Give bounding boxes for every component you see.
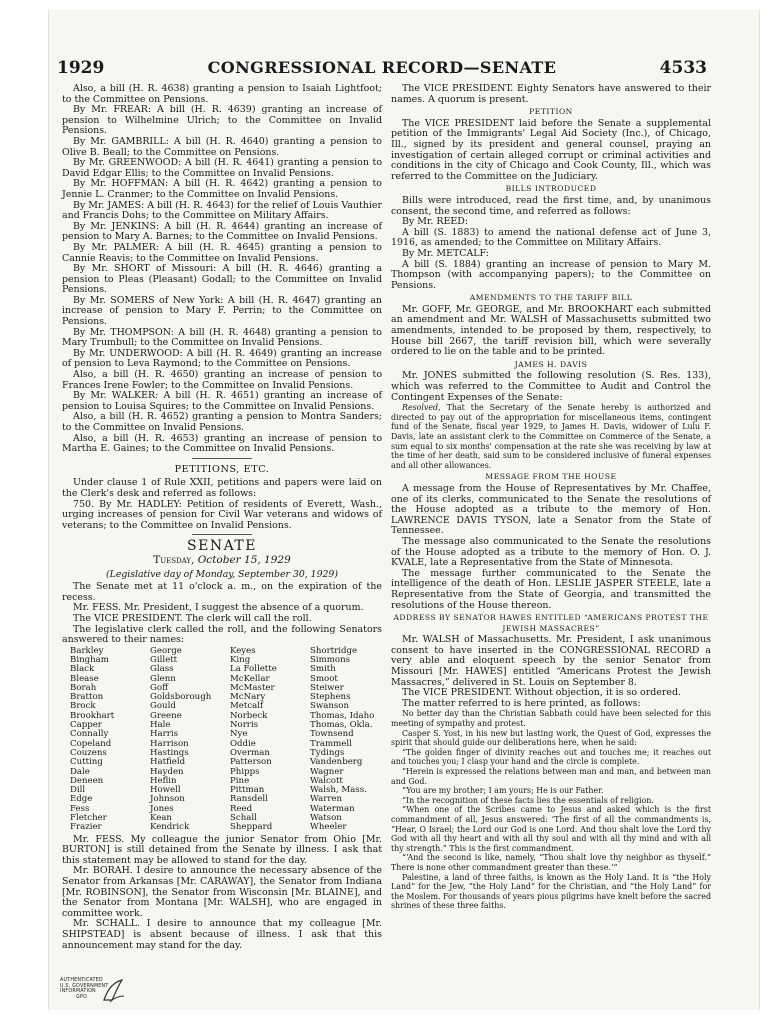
speech-para: “When one of the Scribes came to Jesus and asked which is the first commandment of all, Jesus answered: ‘The first of all the commandments is, “Hear, O Israel; the Lord our God is one Lord. And thou shalt love the Lord thy God with all thy heart and with all thy soul and with all thy mind and with all thy strength.” This is the first commandment. (391, 805, 711, 853)
speech-para: Casper S. Yost, in his new but lasting work, the Quest of God, expresses the spirit that should guide our deliberations here, when he said: (391, 728, 711, 748)
gpo-authenticated-logo (60, 978, 130, 1012)
senator-name: Watson (310, 813, 342, 824)
bill-entry: Also, a bill (H. R. 4638) granting a pension to Isaiah Lightfoot; to the Committee on Pensions. (62, 83, 382, 105)
senator-name: Wagner (310, 766, 344, 777)
senator-name: Greene (150, 710, 182, 721)
senator-name: Jones (150, 803, 174, 814)
senator-name: Kendrick (150, 822, 190, 833)
senator-name: Trammell (310, 738, 352, 749)
senator-name: McKellar (230, 673, 270, 684)
date-text: October 15, 1929 (197, 553, 291, 566)
date-weekday: Tuesday, (153, 553, 198, 566)
resolved-body: That the Secretary of the Senate hereby is authorized and directed to pay out of the appropriation for miscellaneous items, contingent fund of the Senate, fiscal year 1929, to James H. Davis, widower of Lulu F. Davis, late an assistant clerk to the Committee on Commerce of the Senate, a sum equal to six months' compensation at the rate she was receiving by law at the time of her death, said sum to be considered inclusive of funeral expenses and all other allowances. (391, 403, 711, 470)
petitions-intro: Under clause 1 of Rule XXII, petitions and papers were laid on the Clerk's desk and referred as follows: (62, 477, 382, 499)
speech-para: No better day than the Christian Sabbath could have been selected for this meeting of sympathy and protest. (391, 709, 711, 729)
opening-para: Mr. FESS. Mr. President, I suggest the absence of a quorum. (73, 602, 364, 614)
senator-name: Smith (310, 664, 336, 675)
after-roll-para: Mr. FESS. My colleague the junior Senator from Ohio [Mr. BURTON] is still detained from the Senate by illness. I ask that this statement may be allowed to stand for the day. (62, 833, 382, 866)
senator-name: Harrison (150, 738, 189, 749)
senator-name: Kean (150, 813, 172, 824)
bills-introduced-heading: BILLS INTRODUCED (505, 184, 597, 194)
amendments-heading: AMENDMENTS TO THE TARIFF BILL (469, 293, 633, 303)
senator-name: Harris (150, 729, 178, 740)
opening-para: The VICE PRESIDENT. The clerk will call the roll. (73, 612, 312, 624)
bills-intro-para: Bills were introduced, read the first time, and, by unanimous consent, the second time, and referred as follows: (391, 194, 711, 217)
senator-name: Norris (230, 720, 259, 731)
house-message-para: The message also communicated to the Senate the resolutions of the House adopted as a tribute to the memory of Hon. O. J. KVALE, late a Representative from the State of Minnesota. (391, 535, 711, 569)
senator-name: George (150, 645, 182, 656)
senator-name: Metcalf (230, 701, 264, 712)
page-title: CONGRESSIONAL RECORD—SENATE (207, 58, 557, 77)
senator-name: Walcott (310, 775, 343, 786)
session-date (62, 555, 382, 566)
house-message-para: A message from the House of Representatives by Mr. Chaffee, one of its clerks, communicated to the Senate the resolutions of the House adopted as a tribute to the memory of Hon. LAWRENCE DAVIS TYSON, late a Senator from the State of Tennessee. (391, 482, 711, 537)
roll-call-table (70, 647, 382, 833)
printed-para: The matter referred to is here printed, as follows: (402, 697, 641, 709)
senator-name: Swanson (310, 701, 350, 712)
speech-para: Palestine, a land of three faiths, is known as the Holy Land. It is “the Holy Land” for the Jew, “the Holy Land” for the Christian, and “the Holy Land” for the Moslem. For thousands of years pious pilgrims have knelt before the sacred shrines of these three faiths. (391, 872, 711, 911)
senator-name: Gould (150, 701, 176, 712)
page-number: 4533 (659, 58, 707, 78)
senator-name: Frazier (70, 822, 102, 833)
bill-entry: By Mr. SHORT of Missouri: A bill (H. R. 4646) granting a pension to Pleas (Pleasant) Godall; to the Committee on Invalid Pensions. (62, 263, 382, 296)
senator-name: Pittman (230, 785, 265, 796)
petition-para: The VICE PRESIDENT laid before the Senate a supplemental petition of the Immigrants' Legal Aid Society (Inc.), of Chicago, Ill., signed by its president and general counsel, praying an investigation of certain alleged corrupt or criminal activities and conditions in the city of Chicago and Cook County, Ill., which was referred to the Committee on the Judiciary. (391, 117, 711, 182)
senator-name: Borah (70, 682, 97, 693)
bill-entry: By Mr. THOMPSON: A bill (H. R. 4648) granting a pension to Mary Trumbull; to the Committee on Invalid Pensions. (62, 326, 382, 349)
legislative-day: (Legislative day of Monday, September 30, 1929) (106, 568, 338, 580)
page-header (57, 58, 707, 84)
senator-name: Dale (70, 766, 90, 777)
senator-name: Hayden (150, 766, 184, 777)
senator-name: Couzens (70, 747, 107, 758)
speech-para: “The golden finger of divinity reaches out and touches me; it reaches out and touches you; I clasp your hand and the circle is complete. (391, 747, 711, 767)
senator-name: Overman (230, 747, 270, 758)
header-year: 1929 (57, 58, 105, 78)
logo-line: AUTHENTICATED (60, 978, 103, 983)
bill-entry: By Mr. JAMES: A bill (H. R. 4643) for the relief of Louis Vauthier and Francis Dohs; to the Committee on Military Affairs. (62, 199, 382, 222)
senator-name: Black (70, 664, 95, 675)
senator-name: Walsh, Mass. (310, 785, 367, 796)
senator-name: Connally (70, 729, 109, 740)
senator-name: Oddie (230, 738, 256, 749)
logo-line: INFORMATION (60, 989, 96, 995)
senator-name: Warren (310, 794, 343, 805)
left-column (62, 84, 382, 951)
speech-para: “In the recognition of these facts lies the essentials of religion. (402, 795, 654, 805)
senator-name: Vandenberg (310, 757, 363, 768)
after-roll-para: Mr. SCHALL. I desire to announce that my colleague [Mr. SHIPSTEAD] is absent because of illness. I ask that this announcement may stand for the day. (62, 918, 382, 951)
amendments-para: Mr. GOFF, Mr. GEORGE, and Mr. BROOKHART each submitted an amendment and Mr. WALSH of Massachusetts submitted two amendments, intended to be proposed by them, respectively, to House bill 2667, the tariff revision bill, which were severally ordered to lie on the table and to be printed. (391, 303, 711, 358)
senator-name: Schall (230, 813, 257, 824)
senator-name: Thomas, Idaho (310, 710, 375, 721)
senator-name: Brock (70, 701, 96, 712)
eagle-icon (100, 978, 126, 1008)
right-column (391, 84, 711, 911)
senator-name: La Follette (230, 664, 277, 675)
senator-name: Cutting (70, 757, 103, 768)
senator-name: Wheeler (310, 822, 347, 833)
petitions-heading: PETITIONS, ETC. (174, 463, 270, 475)
senator-name: Goldsborough (150, 692, 212, 703)
senator-name: Barkley (70, 645, 104, 656)
resolved-label: Resolved, (402, 403, 441, 413)
senator-name: Simmons (310, 654, 351, 665)
senator-name: Bingham (70, 654, 109, 665)
bill-entry: By Mr. HOFFMAN: A bill (H. R. 4642) granting a pension to Jennie L. Cranmer; to the Committee on Invalid Pensions. (62, 178, 382, 200)
senator-name: Hatfield (150, 757, 186, 768)
senator-name: Nye (230, 729, 248, 740)
bill-s1884: A bill (S. 1884) granting an increase of pension to Mary M. Thompson (with accompanying papers); to the Committee on Pensions. (391, 258, 711, 291)
petition-heading: PETITION (529, 107, 573, 117)
bill-s1883: A bill (S. 1883) to amend the national defense act of June 3, 1916, as amended; to the Committee on Military Affairs. (391, 226, 711, 249)
logo-line: U.S. GOVERNMENT (60, 983, 109, 989)
senator-name: Smoot (310, 673, 338, 684)
section-divider (192, 458, 252, 459)
walsh-para: Mr. WALSH of Massachusetts. Mr. President, I ask unanimous consent to have inserted in the CONGRESSIONAL RECORD a very able and eloquent speech by the senior Senator from Missouri [Mr. HAWES] entitled “Americans Protest the Jewish Massacres,” delivered in St. Louis on September 8. (391, 634, 711, 688)
davis-intro-para: Mr. JONES submitted the following resolution (S. Res. 133), which was referred to the Committee to Audit and Control the Contingent Expenses of the Senate: (391, 370, 711, 403)
senator-name: McMaster (230, 682, 275, 693)
senate-heading: SENATE (187, 538, 257, 555)
house-message-para: The message further communicated to the Senate the intelligence of the death of Hon. LESLIE JASPER STEELE, late a Representative from the State of Georgia, and transmitted the resolutions of the House thereon. (391, 567, 711, 611)
senator-name: Copeland (70, 738, 112, 749)
senator-name: Sheppard (230, 822, 273, 833)
senator-name: Goff (150, 682, 169, 693)
bill-entry: By Mr. SOMERS of New York: A bill (H. R. 4647) granting an increase of pension to Mary F. Perrin; to the Committee on Pensions. (62, 294, 382, 328)
senator-name: Patterson (230, 757, 272, 768)
bill-entry: By Mr. GAMBRILL: A bill (H. R. 4640) granting a pension to Olive B. Beall; to the Committee on Pensions. (62, 135, 382, 158)
section-divider (192, 534, 252, 535)
bill-entry: By Mr. UNDERWOOD: A bill (H. R. 4649) granting an increase of pension to Leva Raymond; to the Committee on Pensions. (62, 347, 382, 370)
senator-name: Capper (70, 720, 102, 731)
bill-entry: Also, a bill (H. R. 4650) granting an increase of pension to Frances Irene Fowler; to the Committee on Invalid Pensions. (62, 369, 382, 391)
speech-para: “Herein is expressed the relations between man and man, and between man and God. (391, 767, 711, 786)
speech-para: “‘And the second is like, namely, “Thou shalt love thy neighbor as thyself.” There is none other commandment greater than these.’” (391, 853, 711, 872)
bill-entry: Also, a bill (H. R. 4652) granting a pension to Montra Sanders; to the Committee on Invalid Pensions. (62, 411, 382, 433)
senator-name: Steiwer (310, 682, 344, 693)
senator-name: Fletcher (70, 813, 107, 824)
senator-name: Hale (150, 720, 171, 731)
after-roll-para: Mr. BORAH. I desire to announce the necessary absence of the Senator from Arkansas [Mr. CARAWAY], the Senator from Indiana [Mr. ROBINSON], the Senator from Wisconsin [Mr. BLAINE], and the Senator from Montana [Mr. WALSH], who are engaged in committee work. (62, 865, 382, 919)
objection-para: The VICE PRESIDENT. Without objection, it is so ordered. (402, 687, 681, 699)
bills-list (62, 84, 382, 455)
senator-name: Dill (70, 785, 86, 796)
senator-name: Tydings (310, 747, 345, 758)
senator-name: Blease (70, 673, 99, 684)
senator-name: Brookhart (70, 710, 115, 721)
senator-name: Hastings (150, 747, 189, 758)
senator-name: Waterman (310, 803, 355, 814)
house-message-heading: MESSAGE FROM THE HOUSE (485, 472, 617, 482)
senator-name: Pine (230, 775, 250, 786)
bill-entry: By Mr. PALMER: A bill (H. R. 4645) granting a pension to Cannie Reavis; to the Committee on Invalid Pensions. (62, 241, 382, 264)
senator-name: Reed (230, 803, 253, 814)
resolution-text (391, 403, 711, 470)
bill-entry: By Mr. WALKER: A bill (H. R. 4651) granting an increase of pension to Louisa Squires; to the Committee on Invalid Pensions. (62, 390, 382, 412)
senator-name: Gillett (150, 654, 178, 665)
speech-text (391, 709, 711, 910)
senator-name: Howell (150, 785, 181, 796)
bill-entry: By Mr. JENKINS: A bill (H. R. 4644) granting an increase of pension to Mary A. Barnes; to the Committee on Invalid Pensions. (62, 220, 382, 243)
senator-name: Keyes (230, 645, 256, 656)
senator-name: Norbeck (230, 710, 268, 721)
by-metcalf: By Mr. METCALF: (402, 247, 489, 259)
bill-entry: Also, a bill (H. R. 4653) granting an increase of pension to Martha E. Gaines; to the Committee on Invalid Pensions. (62, 432, 382, 455)
senator-name: Shortridge (310, 645, 358, 656)
senator-name: King (230, 654, 251, 665)
senator-name: Phipps (230, 766, 260, 777)
bill-entry: By Mr. GREENWOOD: A bill (H. R. 4641) granting a pension to David Edgar Ellis; to the Committee on Invalid Pensions. (62, 157, 382, 179)
senator-name: McNary (230, 692, 266, 703)
opening-para: The Senate met at 11 o'clock a. m., on the expiration of the recess. (62, 581, 382, 603)
davis-heading: JAMES H. DAVIS (514, 359, 588, 369)
senator-name: Townsend (310, 729, 354, 740)
opening-para: The legislative clerk called the roll, and the following Senators answered to their names: (62, 623, 382, 646)
by-reed: By Mr. REED: (402, 216, 469, 228)
logo-line: GPO (76, 994, 87, 1000)
senator-name: Deneen (70, 775, 104, 786)
senator-name: Glenn (150, 673, 176, 684)
senator-name: Edge (70, 794, 93, 805)
senator-name: Thomas, Okla. (310, 720, 373, 731)
senator-name: Ransdell (230, 794, 268, 805)
senator-name: Bratton (70, 692, 104, 703)
senator-name: Fess (70, 803, 90, 814)
senator-name: Stephens (310, 692, 351, 703)
bill-entry: By Mr. FREAR: A bill (H. R. 4639) granting an increase of pension to Wilhelmine Ulrich; to the Committee on Invalid Pensions. (62, 104, 382, 137)
quorum-para: The VICE PRESIDENT. Eighty Senators have answered to their names. A quorum is present. (391, 83, 711, 105)
address-heading: ADDRESS BY SENATOR HAWES ENTITLED “AMERICANS PROTEST THE JEWISH MASSACRES” (393, 613, 709, 633)
speech-para: “You are my brother; I am yours; He is our Father. (402, 786, 604, 796)
senator-name: Glass (150, 664, 174, 675)
senator-name: Johnson (150, 794, 185, 805)
petition-750: 750. By Mr. HADLEY: Petition of residents of Everett, Wash., urging increases of pension for Civil War veterans and widows of veterans; to the Committee on Invalid Pensions. (62, 498, 382, 531)
senator-name: Heflin (150, 775, 177, 786)
